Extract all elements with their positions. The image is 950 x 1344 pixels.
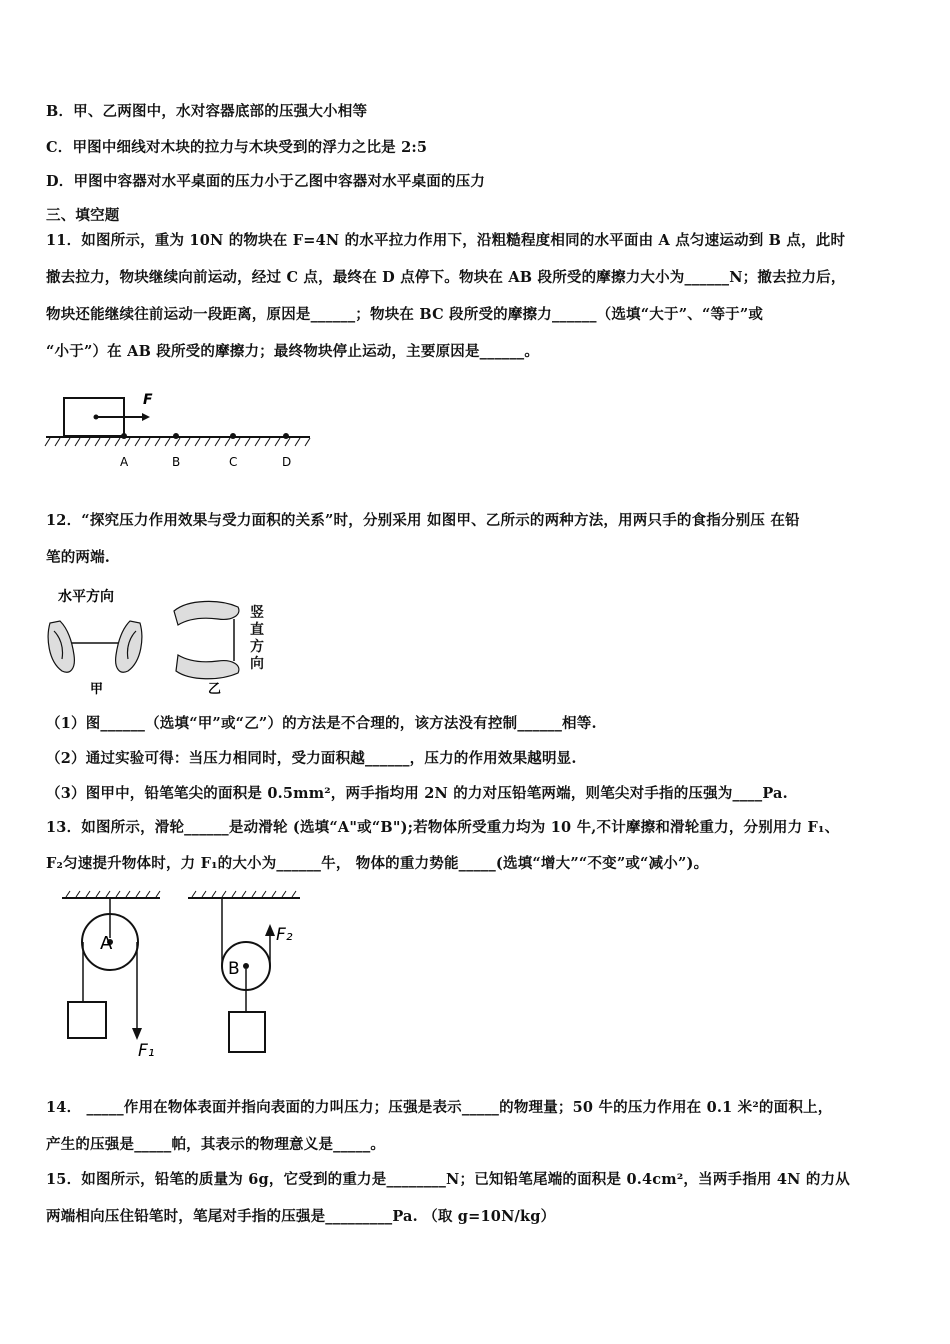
label-d: D: [282, 455, 292, 469]
force-f2-label: F₂: [276, 925, 293, 945]
q13-line-2: F₂匀速提升物体时，力 F₁的大小为______牛， 物体的重力势能_____(选填“增大”“不变”或“减小”)。: [46, 855, 709, 872]
option-b: B．甲、乙两图中，水对容器底部的压强大小相等: [46, 103, 368, 120]
weight-left: [68, 1002, 106, 1038]
q12-figure: [42, 585, 282, 701]
q15-line-2: 两端相向压住铅笔时，笔尾对手指的压强是_________Pa. （取 g=10N/kg）: [46, 1208, 556, 1225]
figure-jia-hands: [48, 621, 142, 672]
q13-line-1: 13．如图所示，滑轮______是动滑轮 (选填“A"或“B");若物体所受重力均为 10 牛,不计摩擦和滑轮重力，分别用力 F₁、: [46, 819, 840, 836]
ceiling-right-hatching: [192, 891, 296, 897]
caption-vertical: 竖直方向: [250, 605, 264, 672]
figure-yi-hands: [174, 601, 239, 678]
label-a: A: [120, 455, 129, 469]
q12-line-2: 笔的两端.: [46, 549, 111, 566]
q12-sub-2: （2）通过实验可得：当压力相同时，受力面积越______，压力的作用效果越明显.: [46, 750, 577, 767]
section-heading: 三、填空题: [46, 207, 120, 224]
point-a: [121, 433, 127, 439]
pulley-a-label: A: [100, 933, 113, 954]
label-b: B: [172, 455, 181, 469]
q14-line-1: 14． _____作用在物体表面并指向表面的力叫压力；压强是表示_____的物理量；50 牛的压力作用在 0.1 米²的面积上，: [46, 1099, 833, 1116]
q11-line-2: 撤去拉力，物块继续向前运动，经过 C 点，最终在 D 点停下。物块在 AB 段所受的摩擦力大小为______N；撤去拉力后，: [46, 269, 846, 286]
label-c: C: [229, 455, 238, 469]
q11-figure: [42, 386, 322, 474]
point-d: [283, 433, 289, 439]
weight-right: [229, 1012, 265, 1052]
force-f1-label: F₁: [138, 1041, 155, 1061]
q13-figure: [56, 890, 316, 1062]
option-d: D．甲图中容器对水平桌面的压力小于乙图中容器对水平桌面的压力: [46, 173, 486, 190]
q11-line-1: 11．如图所示，重为 10N 的物块在 F=4N 的水平拉力作用下，沿粗糙程度相同的水平面由 A 点匀速运动到 B 点，此时: [46, 232, 846, 249]
q11-line-3: 物块还能继续往前运动一段距离，原因是______；物块在 BC 段所受的摩擦力______（选填“大于”、“等于”或: [46, 306, 764, 323]
option-c: C．甲图中细线对木块的拉力与木块受到的浮力之比是 2:5: [46, 139, 428, 156]
force-label: F: [143, 392, 153, 408]
q11-line-4: “小于”）在 AB 段所受的摩擦力；最终物块停止运动，主要原因是______。: [46, 343, 540, 360]
q15-line-1: 15．如图所示，铅笔的质量为 6g，它受到的重力是________N；已知铅笔尾端的面积是 0.4cm²，当两手指用 4N 的力从: [46, 1171, 850, 1188]
q14-line-2: 产生的压强是_____帕，其表示的物理意义是_____。: [46, 1136, 386, 1153]
label-yi: 乙: [208, 682, 222, 697]
q12-sub-3: （3）图甲中，铅笔笔尖的面积是 0.5mm²，两手指均用 2N 的力对压铅笔两端，则笔尖对手指的压强为____Pa.: [46, 785, 788, 802]
label-jia: 甲: [90, 682, 104, 697]
ceiling-left-hatching: [66, 891, 160, 897]
q12-sub-1: （1）图______（选填“甲”或“乙”）的方法是不合理的，该方法没有控制______相等.: [46, 715, 597, 732]
caption-horizontal: 水平方向: [58, 589, 114, 605]
ground-hatching: [45, 438, 310, 446]
point-c: [230, 433, 236, 439]
q12-line-1: 12．“探究压力作用效果与受力面积的关系”时，分别采用 如图甲、乙所示的两种方法，用两只手的食指分别压 在铅: [46, 512, 800, 529]
pulley-b-label: B: [228, 959, 240, 979]
point-b: [173, 433, 179, 439]
